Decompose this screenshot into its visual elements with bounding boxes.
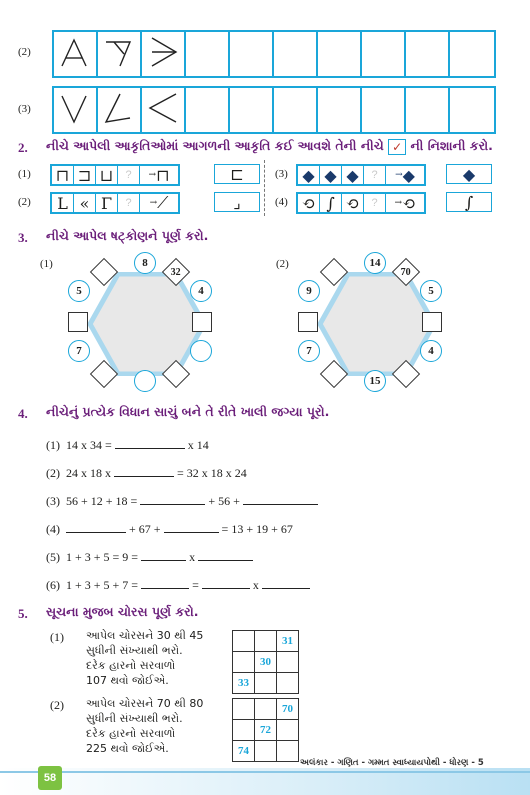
empty-square[interactable] [298, 312, 318, 332]
hexagon-shape [318, 272, 436, 376]
question-cell: ? [118, 194, 140, 212]
grid-cell[interactable] [318, 32, 362, 76]
pattern-grid-row-3 [52, 86, 496, 134]
figure-cell: ⊓ [52, 166, 74, 184]
grid-cell[interactable] [274, 88, 318, 132]
empty-circle[interactable] [134, 370, 156, 392]
figure-cell: Γ [96, 194, 118, 212]
grid-cell[interactable] [233, 720, 255, 741]
figure-sequence-3 [296, 164, 426, 186]
question-cell: → ⊓ [148, 165, 170, 185]
page-number: 58 [38, 766, 62, 790]
blank-field[interactable] [243, 495, 318, 505]
grid-cell[interactable] [186, 32, 230, 76]
hexagon-shape [88, 272, 206, 376]
figure-cell: ⊐ [74, 166, 96, 184]
question-5-instruction: સૂચના મુજબ ચોરસ પૂર્ણ કરો. [46, 604, 199, 619]
figure-cell: ⟲ [298, 194, 320, 212]
grid-cell[interactable] [362, 32, 406, 76]
hexagon-puzzle-1 [72, 252, 222, 392]
figure-cell: ◆ [320, 166, 342, 184]
blank-field[interactable] [66, 523, 126, 533]
grid-cell[interactable] [255, 699, 277, 720]
equation-line-6: (6) 1 + 3 + 5 + 7 = = x [46, 578, 310, 593]
grid-cell [54, 32, 98, 76]
grid-cell[interactable] [450, 88, 494, 132]
question-number-3: 3. [18, 230, 28, 245]
part-label: (2) [50, 698, 64, 712]
magic-square-1 [232, 630, 299, 694]
grid-cell[interactable] [274, 32, 318, 76]
grid-cell[interactable] [230, 32, 274, 76]
instruction-text-end: ની નિશાની કરો. [410, 138, 493, 153]
grid-cell[interactable] [362, 88, 406, 132]
answer-option-3[interactable]: ◆ [446, 164, 492, 184]
number-square: 32 [162, 258, 190, 286]
grid-cell [142, 88, 186, 132]
number-circle: 9 [298, 280, 320, 302]
grid-cell[interactable] [233, 652, 255, 673]
blank-field[interactable] [115, 439, 185, 449]
equation-line-4: (4) + 67 + = 13 + 19 + 67 [46, 522, 293, 536]
grid-cell: 70 [277, 699, 299, 720]
hexagon-2-label: (2) [276, 258, 289, 270]
grid-cell[interactable] [277, 673, 299, 694]
part-label: (1) [50, 630, 64, 644]
empty-square[interactable] [422, 312, 442, 332]
grid-cell[interactable] [255, 631, 277, 652]
grid-cell[interactable] [233, 631, 255, 652]
question-cell: → ⟲ [394, 193, 416, 213]
question-number-2: 2. [18, 140, 28, 155]
question-cell: ? [118, 166, 140, 184]
equation-line-5: (5) 1 + 3 + 5 = 9 = x [46, 550, 253, 565]
figure-cell: « [74, 194, 96, 212]
grid-cell[interactable] [186, 88, 230, 132]
blank-field[interactable] [262, 579, 310, 589]
number-circle: 5 [68, 280, 90, 302]
figure-sequence-2 [50, 192, 180, 214]
question-number-4: 4. [18, 406, 28, 421]
item-label: (1) [18, 168, 31, 180]
blank-field[interactable] [114, 467, 174, 477]
item-label: (3) [275, 168, 288, 180]
blank-field[interactable] [164, 523, 219, 533]
grid-cell [54, 88, 98, 132]
grid-cell: 31 [277, 631, 299, 652]
grid-cell[interactable] [406, 32, 450, 76]
grid-cell[interactable] [230, 88, 274, 132]
number-circle: 4 [420, 340, 442, 362]
item-label: (4) [275, 196, 288, 208]
question-3-instruction: નીચે આપેલ ષટ્કોણને પૂર્ણ કરો. [46, 228, 209, 243]
question-2-instruction [46, 138, 493, 155]
question-cell: → ◆ [395, 165, 415, 185]
blank-field[interactable] [202, 579, 250, 589]
grid-cell[interactable] [277, 652, 299, 673]
instruction-text: નીચે આપેલી આકૃતિઓમાં આગળની આકૃતિ કઈ આવશે તેની નીચે [46, 138, 384, 153]
answer-option-4[interactable]: ∫ [446, 192, 492, 212]
blank-field[interactable] [141, 551, 186, 561]
figure-sequence-1 [50, 164, 180, 186]
question-number-5: 5. [18, 606, 28, 621]
grid-cell: 33 [233, 673, 255, 694]
grid-cell[interactable] [277, 720, 299, 741]
empty-square[interactable] [68, 312, 88, 332]
equation-line-3: (3) 56 + 12 + 18 = + 56 + [46, 494, 318, 509]
number-circle: 7 [68, 340, 90, 362]
answer-option-1[interactable]: ⊏ [214, 164, 260, 184]
grid-cell: 74 [233, 741, 255, 762]
hexagon-puzzle-2 [302, 252, 452, 392]
grid-cell[interactable] [318, 88, 362, 132]
figure-cell: ◆ [342, 166, 364, 184]
blank-field[interactable] [141, 579, 189, 589]
number-circle: 5 [420, 280, 442, 302]
grid-cell[interactable] [255, 673, 277, 694]
grid-cell[interactable] [233, 699, 255, 720]
blank-field[interactable] [198, 551, 253, 561]
grid-cell[interactable] [277, 741, 299, 762]
empty-square[interactable] [192, 312, 212, 332]
number-circle: 15 [364, 370, 386, 392]
item-label: (2) [18, 196, 31, 208]
number-circle: 8 [134, 252, 156, 274]
number-circle: 14 [364, 252, 386, 274]
figure-cell: ∫ [320, 194, 342, 212]
figure-cell: ⊔ [96, 166, 118, 184]
figure-cell: ⟲ [342, 194, 364, 212]
figure-cell: L [52, 194, 74, 212]
grid-cell[interactable] [406, 88, 450, 132]
grid-cell: 30 [255, 652, 277, 673]
grid-cell[interactable] [450, 32, 494, 76]
hexagon-1-label: (1) [40, 258, 53, 270]
grid-cell [98, 32, 142, 76]
question-cell: ? [364, 166, 386, 184]
blank-field[interactable] [140, 495, 205, 505]
number-square: 70 [392, 258, 420, 286]
row-label-2: (2) [18, 46, 31, 58]
question-cell: → ⟋ [149, 193, 169, 212]
grid-cell[interactable] [255, 741, 277, 762]
question-4-instruction: નીચેનું પ્રત્યેક વિધાન સાચું બને તે રીતે ખાલી જગ્યા પૂરો. [46, 404, 330, 419]
book-title: અલંકાર - ગણિત - ગમ્મત સ્વાધ્યાયપોથી - ધોરણ - 5 [300, 758, 484, 768]
checkmark-icon: ✓ [388, 139, 406, 155]
divider [264, 160, 265, 216]
row-label-3: (3) [18, 103, 31, 115]
empty-circle[interactable] [190, 340, 212, 362]
answer-option-2[interactable]: ⌟ [214, 192, 260, 212]
grid-cell [98, 88, 142, 132]
grid-cell [142, 32, 186, 76]
figure-sequence-4 [296, 192, 426, 214]
grid-cell: 72 [255, 720, 277, 741]
number-circle: 4 [190, 280, 212, 302]
part-1-text: આપેલ ચોરસને 30 થી 45 સુધીની સંખ્યાથી ભરો. દરેક હારનો સરવાળો 107 થવો જોઈએ. [86, 629, 204, 687]
question-cell: ? [364, 194, 386, 212]
equation-line-1: (1) 14 x 34 = x 14 [46, 438, 209, 452]
number-circle: 7 [298, 340, 320, 362]
figure-cell: ◆ [298, 166, 320, 184]
pattern-grid-row-2 [52, 30, 496, 78]
magic-square-2 [232, 698, 299, 762]
equation-line-2: (2) 24 x 18 x = 32 x 18 x 24 [46, 466, 247, 480]
footer-rule [0, 771, 530, 773]
part-2-text: આપેલ ચોરસને 70 થી 80 સુધીની સંખ્યાથી ભરો. દરેક હારનો સરવાળો 225 થવો જોઈએ. [86, 697, 204, 755]
